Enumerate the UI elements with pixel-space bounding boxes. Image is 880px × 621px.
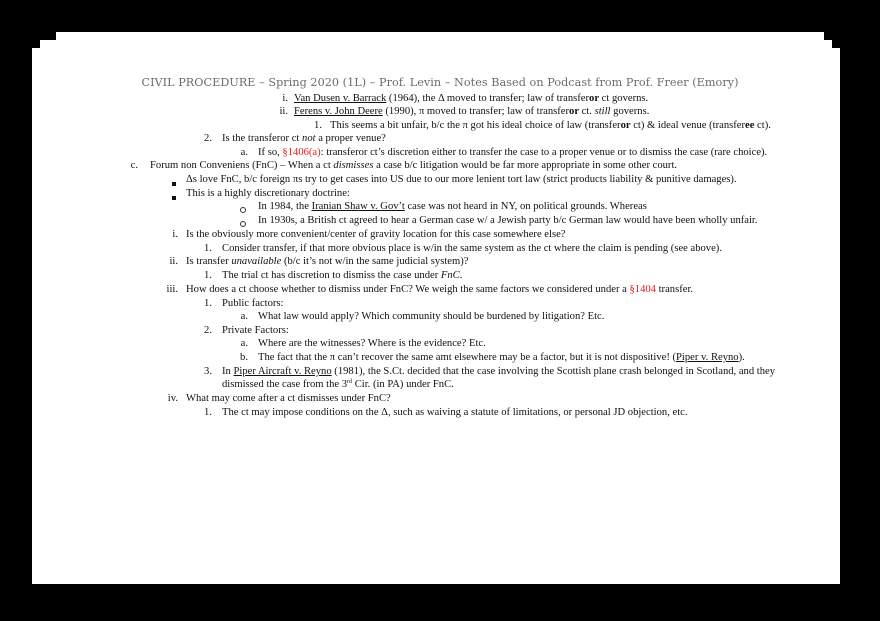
case-citation: Piper v. Reyno [676,352,739,363]
item-text [150,159,677,172]
list-marker: 1. [204,298,212,309]
text-run: In [222,366,234,377]
text-run: ct. [579,106,595,117]
bold-run: or [589,93,600,104]
bold-run: or [569,106,580,117]
item-text [222,378,454,391]
text-run: a case b/c litigation would be far more appropriate in some other court. [373,160,678,171]
text-run: The fact that the π can’t recover the same amt elsewhere may be a factor, but it is not dispositive! ( [258,352,677,363]
item-text [186,392,391,405]
text-run: (1964), the Δ moved to transfer; law of transfer [386,93,590,104]
item-text [186,187,350,200]
item-text [258,337,486,350]
text-run: Is the transferor ct [222,133,303,144]
item-text [186,283,693,296]
text-run: a proper venue? [315,133,386,144]
text-run: ). [738,352,745,363]
list-marker: i. [282,93,288,104]
text-run: Is the obviously more convenient/center of gravity location for this case somewhere else? [186,229,566,240]
document-header: CIVIL PROCEDURE – Spring 2020 (1L) – Prof. Levin – Notes Based on Podcast from Prof. Freer (Emory) [141,76,739,89]
list-marker: iii. [166,284,178,295]
item-text [222,242,722,255]
text-run: case was not heard in NY, on political grounds. Whereas [404,201,647,212]
list-marker: 2. [204,133,212,144]
list-marker: 1. [204,243,212,254]
text-run: Private Factors: [222,325,289,336]
superscript-run: rd [347,379,353,385]
case-citation: Piper Aircraft v. Reyno [233,366,332,377]
item-text [186,228,565,241]
text-run: governs. [610,106,650,117]
list-marker: 3. [204,366,212,377]
item-text [222,132,386,145]
page-edge-top-1 [56,32,824,40]
text-run: Where are the witnesses? Where is the evidence? Etc. [258,338,486,349]
text-run: How does a ct choose whether to dismiss under FnC? We weigh the same factors we considered under a [186,284,630,295]
list-marker: 1. [314,120,322,131]
page-edge-top-2 [40,40,832,48]
text-run: What law would apply? Which community should be burdened by litigation? Etc. [258,311,605,322]
item-text [222,365,775,378]
text-run: (b/c it’s not w/in the same judicial system)? [281,256,469,267]
list-marker: 1. [204,270,212,281]
list-marker: 2. [204,325,212,336]
list-marker: c. [130,160,138,171]
italic-run: dismisses [333,160,374,171]
list-marker: ii. [169,256,178,267]
list-marker: a. [240,147,248,158]
text-run: ct) & ideal venue (transfer [630,120,745,131]
item-text [186,173,737,186]
item-text [222,324,289,337]
text-run: Cir. (in PA) under FnC. [352,379,454,390]
list-marker: ii. [279,106,288,117]
text-run: If so, [258,147,283,158]
item-text [258,200,647,213]
text-run: Is transfer [186,256,232,267]
case-citation: Van Dusen v. Barrack [294,93,387,104]
text-run: In 1984, the [258,201,312,212]
text-run: ct). [754,120,771,131]
text-run: . [459,270,463,281]
item-text [258,310,604,323]
text-run: (1981), the S.Ct. decided that the case involving the Scottish plane crash belonged in Scotland, and they [331,366,776,377]
text-run: In 1930s, a British ct agreed to hear a German case w/ a Jewish party b/c German law would have been wholly unfair. [258,215,758,226]
item-text [330,119,771,132]
item-text [294,92,648,105]
square-bullet-icon [172,191,176,204]
case-citation: Iranian Shaw v. Gov’t [311,201,405,212]
statute-link[interactable]: §1404 [629,284,656,295]
text-run: What may come after a ct dismisses under FnC? [186,393,391,404]
text-run: Public factors: [222,298,284,309]
text-run: This seems a bit unfair, b/c the π got his ideal choice of law (transfer [330,120,621,131]
square-bullet-icon [172,177,176,190]
text-run: : transferor ct’s discretion either to transfer the case to a proper venue or to dismiss the case (rare choice). [320,147,768,158]
item-text [258,146,767,159]
item-text [258,214,758,227]
statute-link[interactable]: §1406(a) [282,147,321,158]
text-run: This is a highly discretionary doctrine: [186,188,350,199]
italic-run: not [302,133,316,144]
italic-run: still [594,106,611,117]
list-marker: a. [240,338,248,349]
text-run: Consider transfer, if that more obvious place is w/in the same system as the ct where the claim is pending (see above). [222,243,722,254]
list-marker: b. [240,352,248,363]
circle-bullet-icon [240,204,246,217]
list-marker: a. [240,311,248,322]
text-run: (1990), π moved to transfer; law of transfer [382,106,570,117]
item-text [222,269,462,282]
list-marker: iv. [167,393,178,404]
item-text [222,406,687,419]
bold-run: or [620,120,631,131]
item-text [294,105,649,118]
text-run: Forum non Conveniens (FnC) – When a ct [150,160,334,171]
text-run: transfer. [655,284,694,295]
item-text [222,297,284,310]
text-run: ct governs. [599,93,649,104]
list-marker: i. [172,229,178,240]
item-text [258,351,745,364]
text-run: The ct may impose conditions on the Δ, such as waiving a statute of limitations, or personal JD objection, etc. [222,407,688,418]
case-citation: Ferens v. John Deere [294,106,383,117]
text-run: dismissed the case from the 3 [222,379,348,390]
item-text [186,255,468,268]
bold-run: ee [745,120,755,131]
text-run: The trial ct has discretion to dismiss the case under [222,270,441,281]
list-marker: 1. [204,407,212,418]
text-run: Δs love FnC, b/c foreign πs try to get cases into US due to our more lenient tort law (strict products liability & punitive damages). [186,174,737,185]
italic-run: unavailable [231,256,282,267]
italic-run: FnC [440,270,460,281]
